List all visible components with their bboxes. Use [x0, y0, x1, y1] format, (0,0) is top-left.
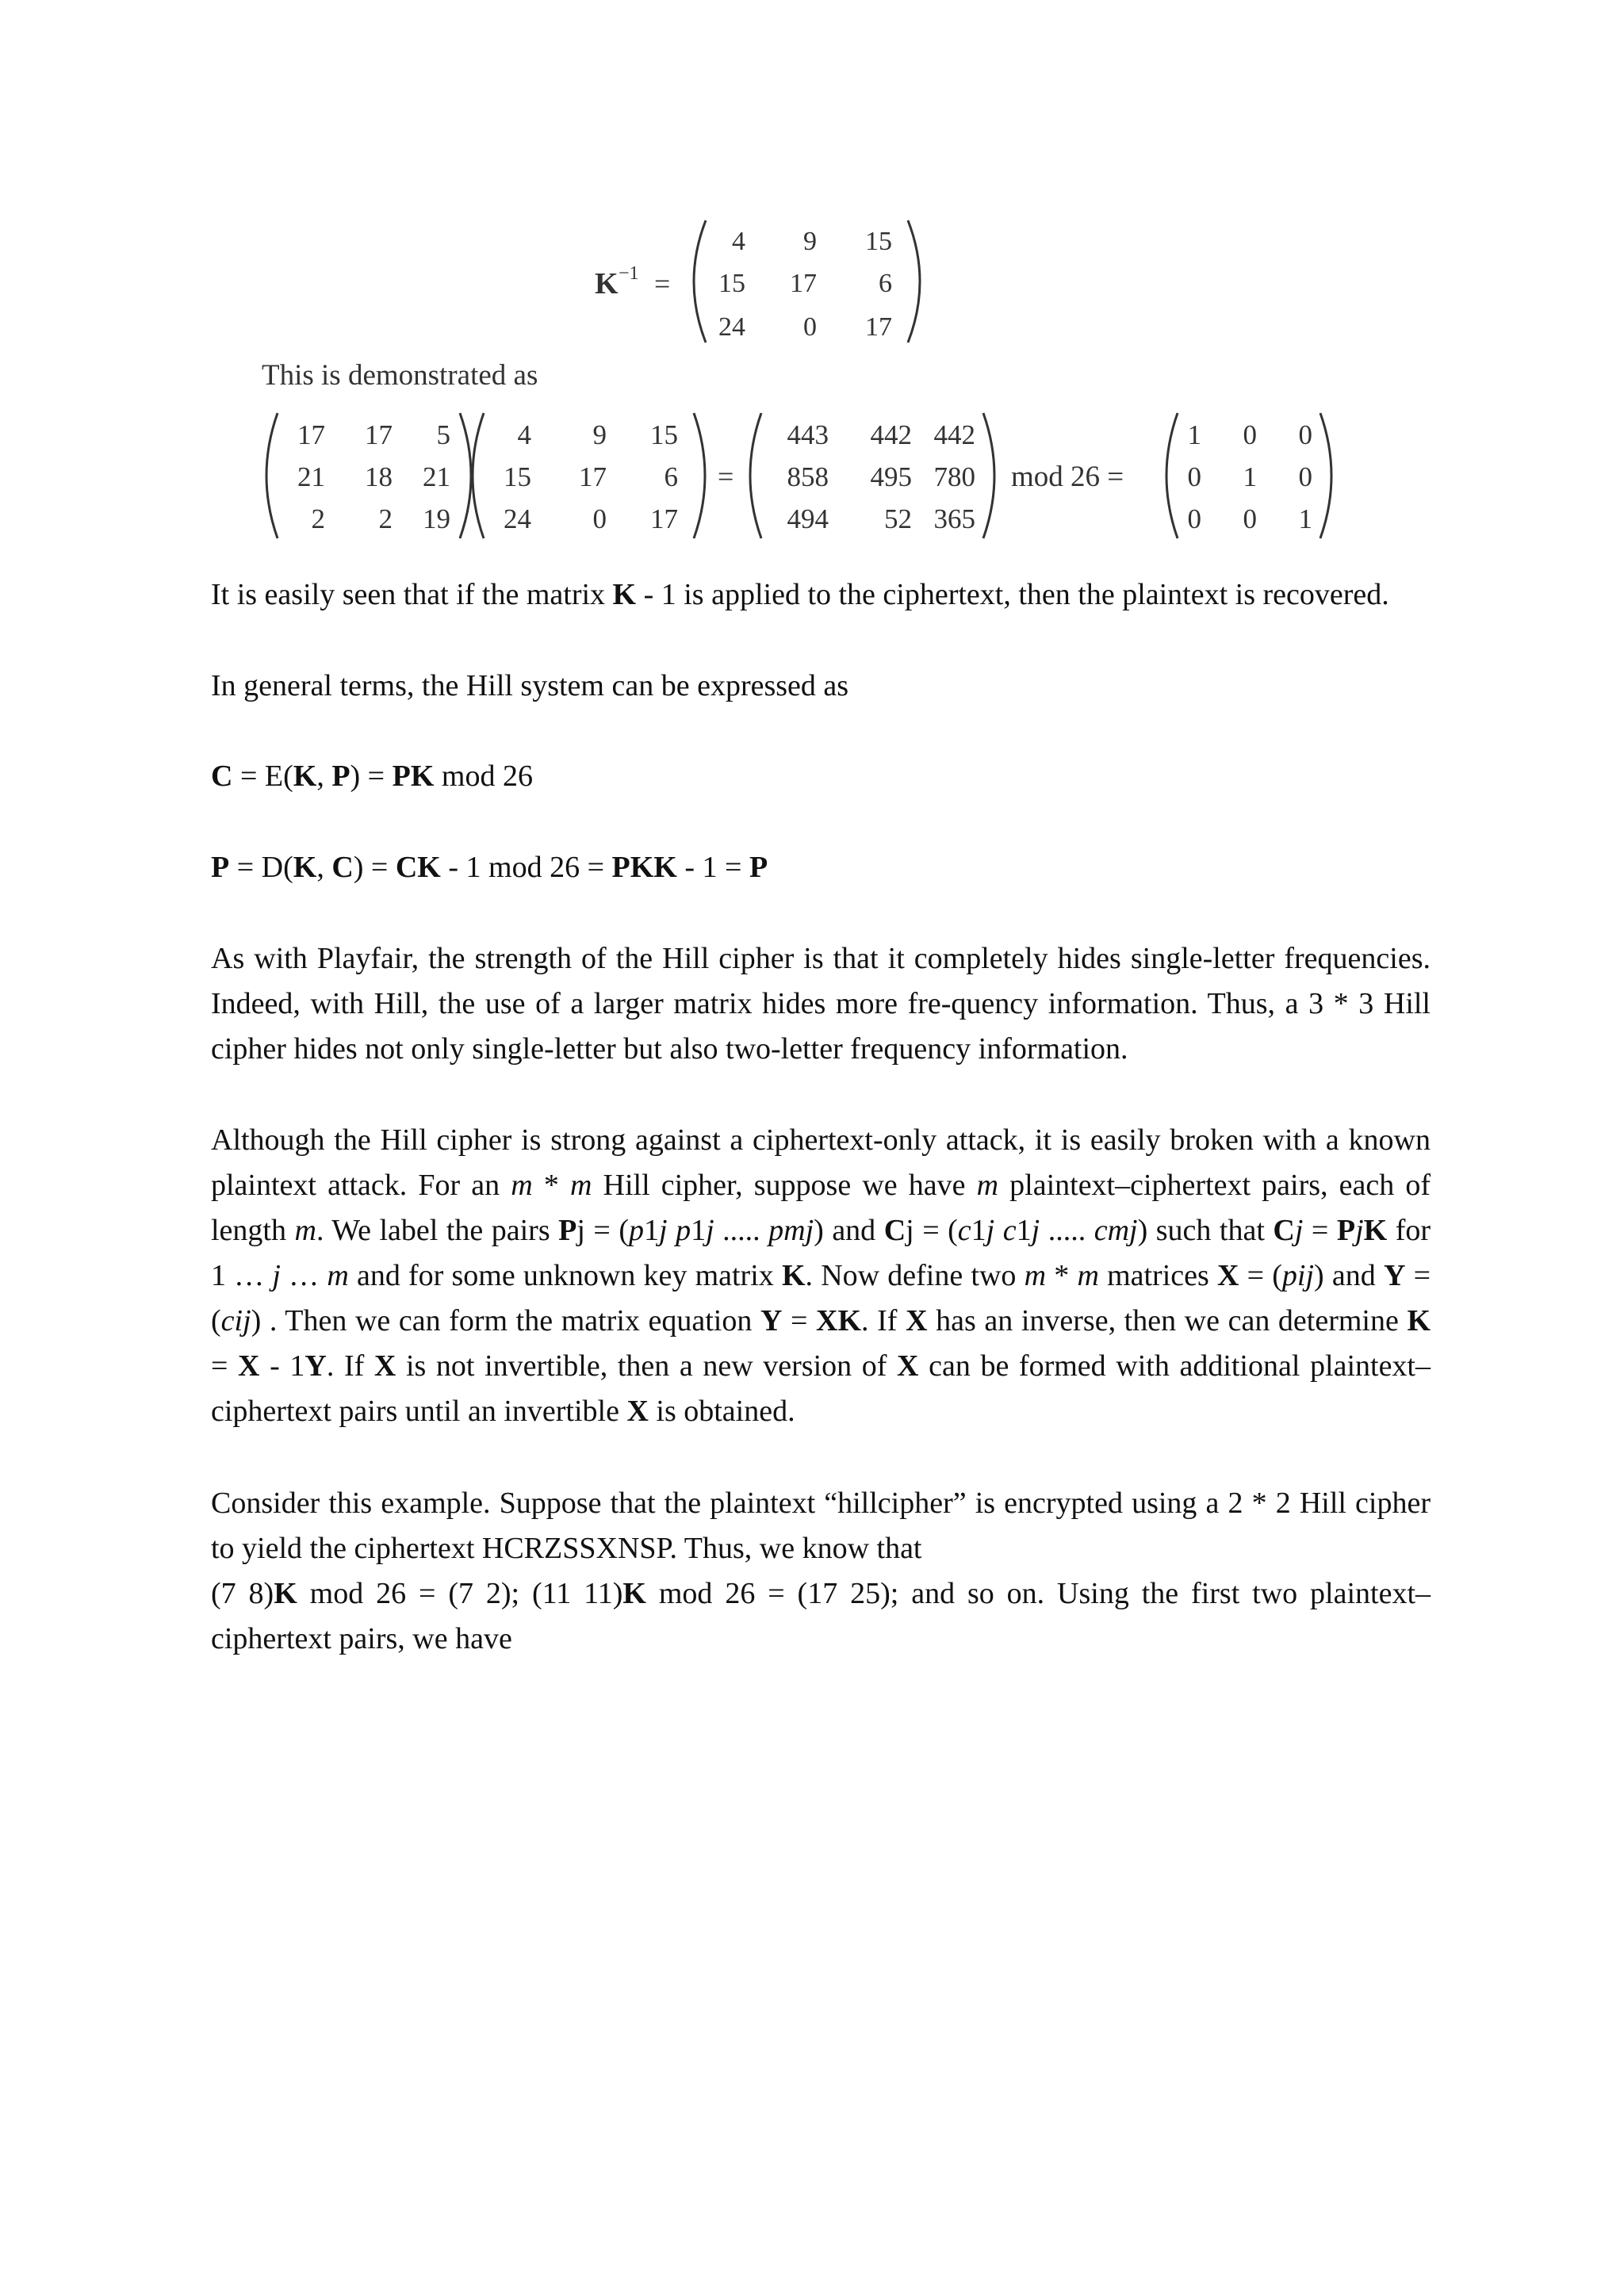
- k-inverse-svg: [587, 214, 952, 357]
- k-cell: 2: [311, 503, 325, 534]
- kinv-cell: 4: [517, 419, 531, 450]
- product-cell: 494: [787, 503, 829, 534]
- product-cell: 52: [884, 503, 912, 534]
- id-right-paren: [1320, 413, 1331, 538]
- k-cell: 2: [378, 503, 393, 534]
- kinv-matrix: [504, 419, 678, 534]
- kinv-cell: 9: [592, 419, 607, 450]
- k-inverse-label: K: [595, 267, 619, 300]
- identity-cell: 0: [1187, 461, 1201, 492]
- product-cell: 442: [933, 419, 975, 450]
- product-cell: 443: [787, 419, 829, 450]
- para-example: Consider this example. Suppose that the plaintext “hillcipher” is encrypted using a 2 * 2 Hill cipher to yield the ciphertext HCRZSSXNSP. Thus, we know that (7 8)K mod 26 = (7 2); (11 11)K mod 26 = (17 25); and so on. Using the first two plaintext–ciphertext pairs, we have: [211, 1487, 1431, 1655]
- product-equals: =: [718, 461, 734, 492]
- k-cell: 21: [423, 461, 450, 492]
- product-cell: 858: [787, 461, 829, 492]
- equals-sign: =: [654, 268, 671, 300]
- kinv-left-paren: [473, 413, 484, 538]
- k-matrix: [297, 419, 450, 534]
- para-general-terms: In general terms, the Hill system can be expressed as: [211, 669, 849, 702]
- body-text: [211, 572, 1431, 618]
- k-left-paren: [266, 413, 278, 538]
- demo-svg: [254, 408, 1380, 551]
- kinv-cell: 17: [579, 461, 607, 492]
- kinv-right-paren: [694, 413, 705, 538]
- k-cell: 19: [423, 503, 450, 534]
- identity-matrix: [1188, 419, 1313, 534]
- para-inverse-applied: It is easily seen that if the matrix K - 1 is applied to the ciphertext, then the plaintext is recovered.: [211, 578, 1389, 611]
- identity-cell: 1: [1298, 503, 1312, 534]
- product-cell: 442: [870, 419, 912, 450]
- k-inverse-cell: 6: [879, 269, 892, 298]
- k-inverse-cell: 15: [718, 269, 745, 298]
- identity-cell: 0: [1243, 503, 1257, 534]
- equation-encrypt: C = E(K, P) = PK mod 26: [211, 760, 533, 793]
- k-inverse-cell: 17: [865, 312, 892, 342]
- mod-label: mod 26 =: [1011, 461, 1124, 493]
- demo-figure: [254, 408, 1380, 551]
- k-inverse-cell: 4: [732, 227, 745, 256]
- identity-cell: 0: [1298, 461, 1312, 492]
- k-inverse-cell: 24: [718, 312, 745, 342]
- right-paren: [908, 220, 920, 342]
- k-cell: 18: [365, 461, 393, 492]
- k-right-paren: [460, 413, 471, 538]
- kinv-cell: 24: [504, 503, 531, 534]
- identity-cell: 0: [1187, 503, 1201, 534]
- identity-cell: 1: [1187, 419, 1201, 450]
- kinv-cell: 15: [504, 461, 531, 492]
- product-cell: 365: [933, 503, 975, 534]
- kinv-cell: 6: [664, 461, 678, 492]
- k-inverse-cell: 9: [803, 227, 817, 256]
- k-inverse-sup: −1: [619, 263, 639, 284]
- demo-caption: This is demonstrated as: [262, 359, 538, 392]
- product-cell: 495: [870, 461, 912, 492]
- kinv-cell: 15: [650, 419, 678, 450]
- k-inverse-cell: 15: [865, 227, 892, 256]
- k-inverse-figure: [587, 214, 952, 357]
- product-cell: 780: [933, 461, 975, 492]
- left-paren: [694, 220, 706, 342]
- prod-right-paren: [983, 413, 994, 538]
- k-cell: 5: [436, 419, 450, 450]
- equation-decrypt: P = D(K, C) = CK - 1 mod 26 = PKK - 1 = P: [211, 851, 768, 884]
- identity-cell: 0: [1298, 419, 1312, 450]
- k-inverse-cell: 17: [790, 269, 817, 298]
- para-playfair-strength: As with Playfair, the strength of the Hill cipher is that it completely hides single-letter frequencies. Indeed, with Hill, the use of a larger matrix hides more fre-quency information. Thus, a 3 * 3 Hill cipher hides not only single-letter but also two-letter frequency information.: [211, 942, 1431, 1066]
- para-known-plaintext-attack: Although the Hill cipher is strong against a ciphertext-only attack, it is easily broken with a known plaintext attack. For an m * m Hill cipher, suppose we have m plaintext–ciphertext pairs, each of length m. We label the pairs Pj = (p1j p1j ..... pmj) and Cj = (c1j c1j ..... cmj) such that Cj = PjK for 1 … j … m and for some unknown key matrix K. Now define two m * m matrices X = (pij) and Y = (cij) . Then we can form the matrix equation Y = XK. If X has an inverse, then we can determine K = X - 1Y. If X is not invertible, then a new version of X can be formed with additional plaintext–ciphertext pairs until an invertible X is obtained.: [211, 1123, 1431, 1428]
- id-left-paren: [1166, 413, 1178, 538]
- k-inverse-cell: 0: [803, 312, 817, 342]
- identity-cell: 1: [1243, 461, 1257, 492]
- kinv-cell: 17: [650, 503, 678, 534]
- kinv-cell: 0: [592, 503, 607, 534]
- prod-left-paren: [750, 413, 761, 538]
- k-inverse-matrix: [718, 227, 892, 342]
- k-cell: 17: [365, 419, 393, 450]
- k-cell: 21: [297, 461, 325, 492]
- identity-cell: 0: [1243, 419, 1257, 450]
- k-cell: 17: [297, 419, 325, 450]
- product-matrix: [787, 419, 976, 534]
